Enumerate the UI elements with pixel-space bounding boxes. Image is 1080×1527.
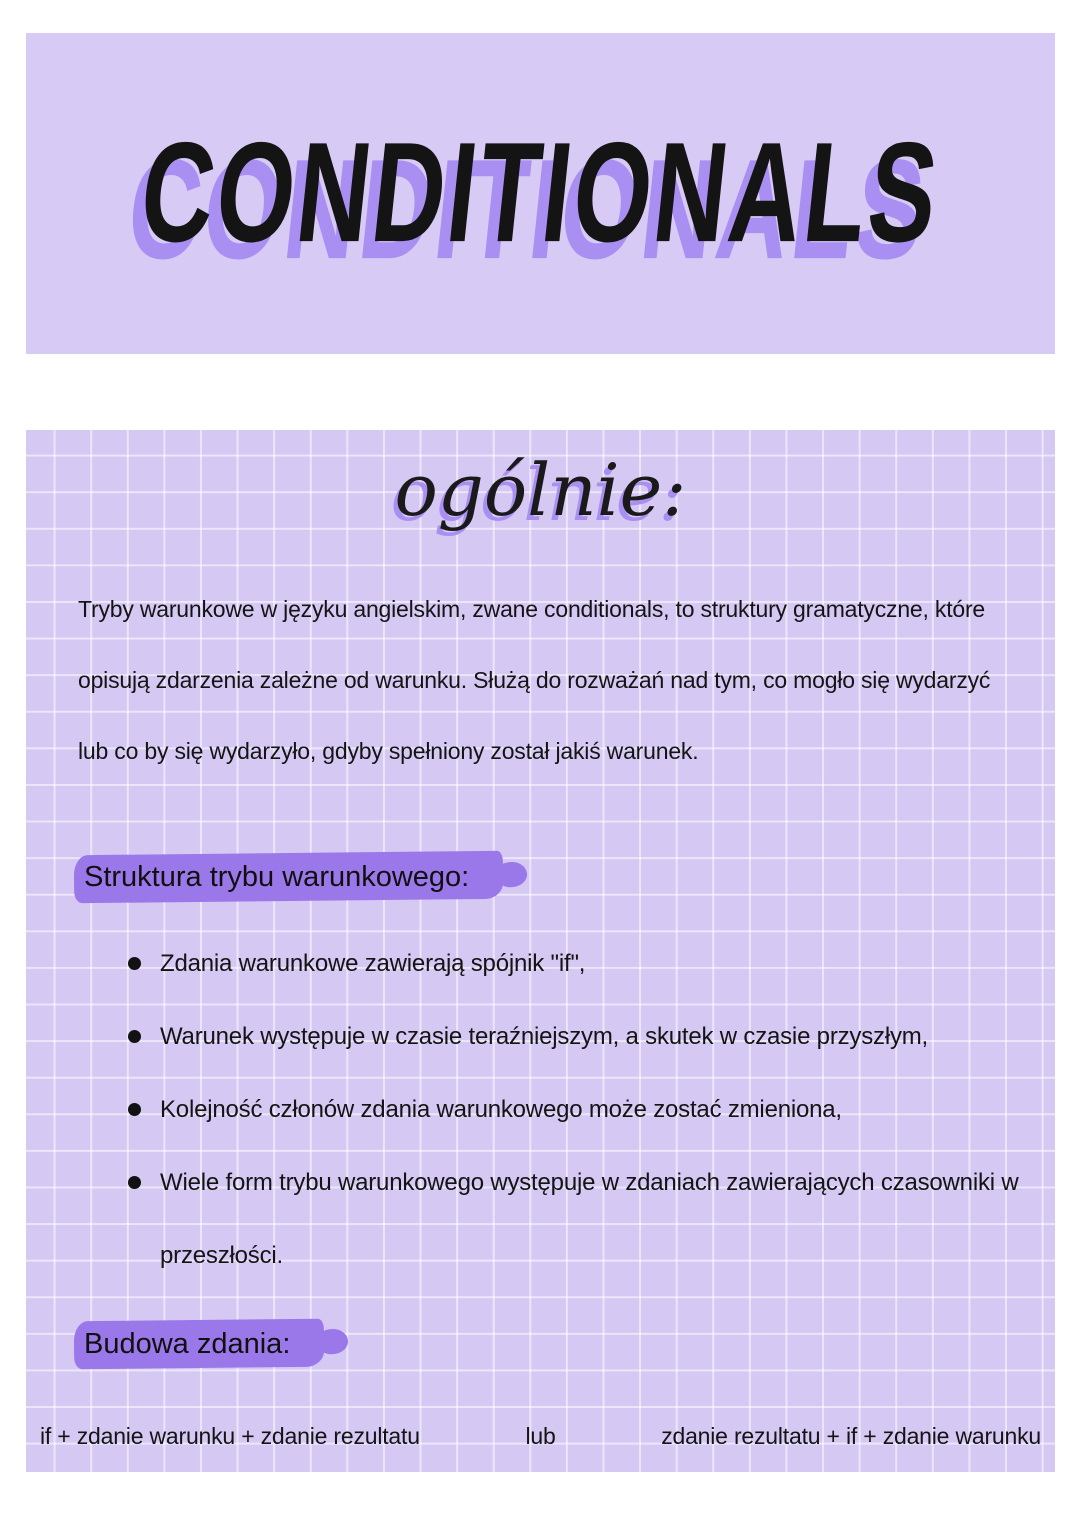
formula-left: if + zdanie warunku + zdanie rezultatu	[40, 1422, 420, 1449]
notes-section	[26, 430, 1055, 1472]
list-item: Warunek występuje w czasie teraźniejszym, a skutek w czasie przyszłym,	[160, 1000, 1041, 1073]
intro-paragraph: Tryby warunkowe w języku angielskim, zwane conditionals, to struktury gramatyczne, które opisują zdarzenia zależne od warunku. Służą do rozważań nad tym, co mogło się wydarzyć lub co by się wydarzyło, gdyby spełniony został jakiś warunek.	[78, 595, 991, 764]
formula-connector: lub	[525, 1422, 556, 1449]
list-item: Kolejność członów zdania warunkowego może zostać zmieniona,	[160, 1073, 1041, 1146]
subsection-budowa	[78, 1318, 1055, 1372]
subsection-label-budowa: Budowa zdania:	[84, 1327, 291, 1360]
subsection-label-struktura: Struktura trybu warunkowego:	[84, 860, 470, 893]
subsection-struktura	[78, 851, 1055, 905]
highlight-stroke	[78, 851, 483, 905]
bullet-list	[26, 927, 1055, 1292]
section-heading-ogolnie: ogólnie:	[394, 448, 687, 532]
list-item: Wiele form trybu warunkowego występuje w zdaniach zawierających czasowniki w przeszłości.	[160, 1146, 1041, 1292]
formula-row	[40, 1406, 1041, 1466]
list-item: Zdania warunkowe zawierają spójnik "if",	[160, 927, 1041, 1000]
header-banner	[26, 33, 1055, 354]
page-title: CONDITIONALS	[133, 113, 948, 273]
formula-right: zdanie rezultatu + if + zdanie warunku	[661, 1422, 1041, 1449]
highlight-stroke	[78, 1318, 304, 1372]
